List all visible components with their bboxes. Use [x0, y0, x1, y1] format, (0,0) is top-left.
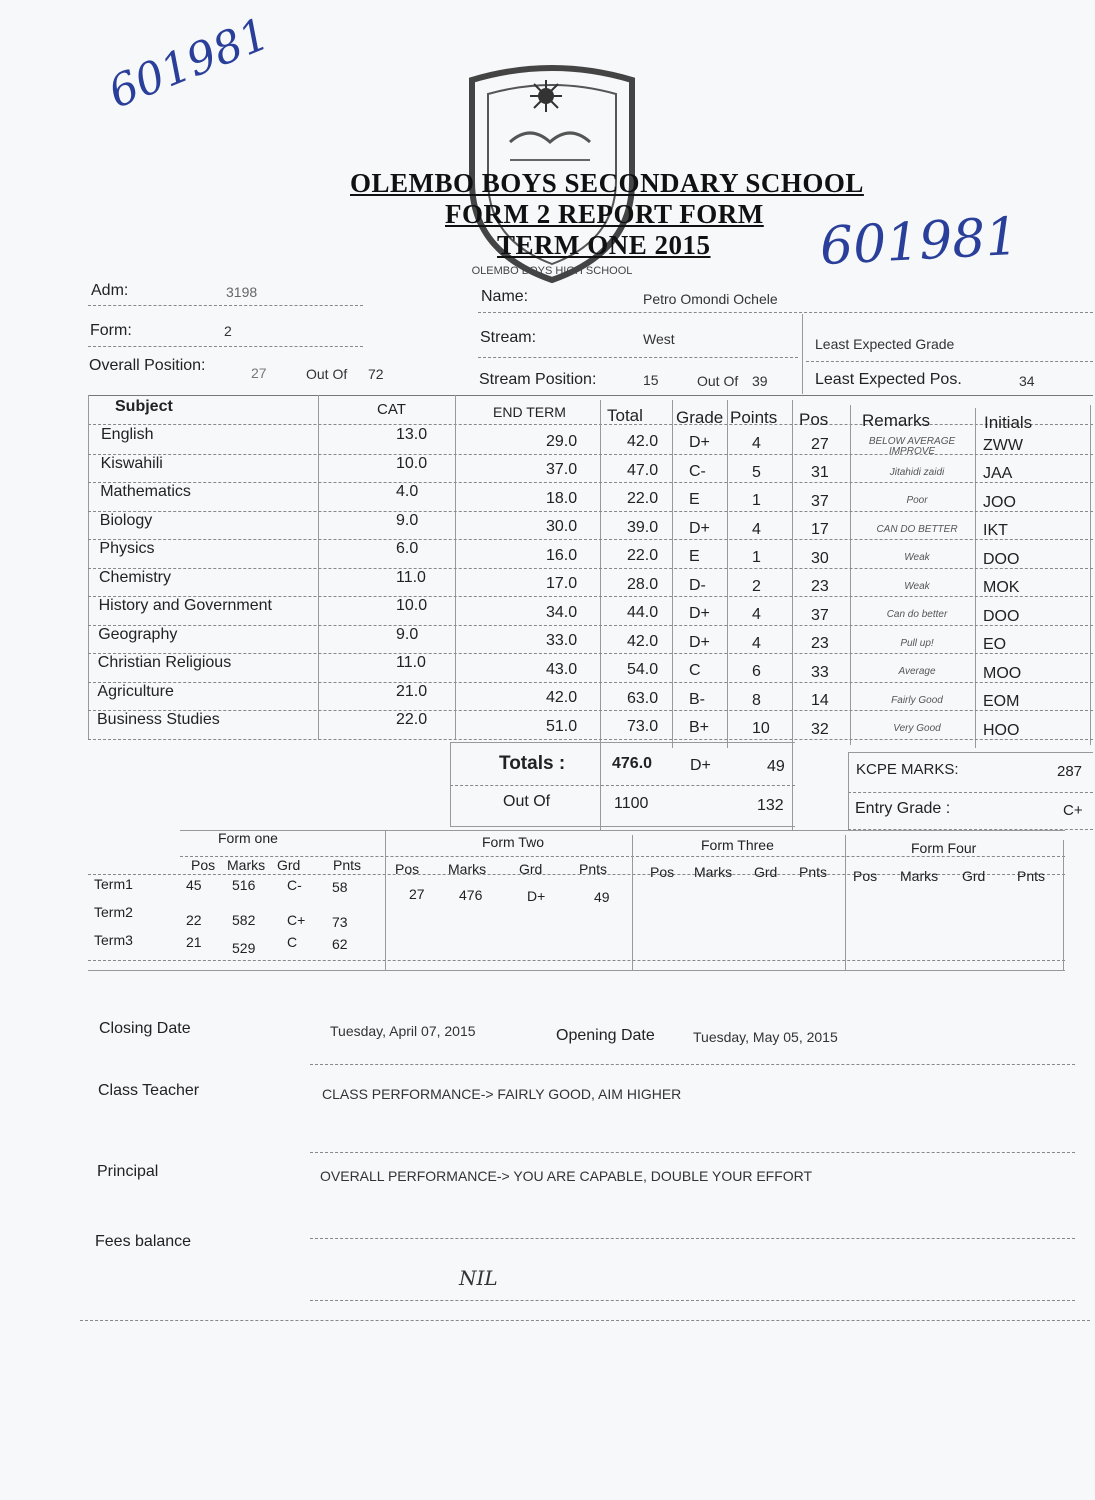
grade: D+ — [689, 519, 710, 537]
remarks: Weak — [904, 580, 930, 592]
form-one-col-grd: Grd — [277, 857, 301, 873]
form-three-col-pos: Pos — [650, 864, 675, 880]
teacher-initials: JAA — [983, 465, 1013, 483]
teacher-initials: DOO — [983, 607, 1020, 625]
cat-score: 10.0 — [396, 454, 428, 472]
position: 27 — [811, 435, 829, 453]
header-end-term: END TERM — [493, 404, 566, 420]
term2-label: Term2 — [94, 904, 133, 920]
form-two-col-pos: Pos — [395, 861, 420, 877]
subject-name: Geography — [98, 625, 178, 643]
form-one-pos: 45 — [186, 877, 202, 893]
points: 4 — [752, 520, 761, 538]
end-term-score: 51.0 — [546, 717, 578, 735]
totals-label: Totals : — [499, 753, 566, 774]
form-one-pnts: 62 — [332, 936, 348, 952]
total-score: 63.0 — [627, 689, 659, 707]
cat-score: 6.0 — [396, 540, 419, 557]
subject-name: Business Studies — [97, 711, 220, 728]
remarks: BELOW AVERAGE IMPROVE — [868, 436, 956, 457]
points: 2 — [752, 577, 761, 595]
end-term-score: 33.0 — [546, 632, 578, 650]
subject-name: Chemistry — [99, 568, 172, 586]
cat-score: 9.0 — [396, 625, 419, 643]
subject-name: English — [101, 426, 154, 443]
end-term-score: 42.0 — [546, 689, 578, 707]
cat-score: 10.0 — [396, 597, 428, 614]
header-total: Total — [607, 406, 643, 425]
points: 8 — [752, 691, 761, 709]
points: 10 — [752, 720, 770, 737]
handwritten-ref-right: 601981 — [818, 206, 1020, 278]
subject-name: History and Government — [98, 597, 272, 614]
position: 37 — [811, 492, 829, 510]
totals-marks: 476.0 — [612, 755, 653, 772]
subject-name: Biology — [99, 511, 153, 529]
grade: B+ — [689, 719, 710, 737]
form-one-grd: C — [287, 934, 298, 950]
position: 23 — [811, 635, 829, 653]
teacher-initials: ZWW — [983, 436, 1023, 454]
overall-out-of-label: Out Of — [306, 366, 348, 382]
teacher-initials: EO — [983, 636, 1007, 654]
header-grade: Grade — [676, 408, 724, 427]
least-expected-pos-value: 34 — [1019, 373, 1035, 389]
form-one-col-pnts: Pnts — [333, 857, 362, 873]
points: 5 — [752, 463, 761, 481]
form-one-marks: 529 — [232, 940, 256, 956]
total-score: 47.0 — [627, 461, 659, 479]
grade: D- — [689, 576, 706, 594]
form-label: Form: — [90, 322, 132, 339]
cat-score: 21.0 — [396, 682, 428, 700]
end-term-score: 16.0 — [546, 546, 578, 564]
form-value: 2 — [224, 323, 232, 339]
form-one-grd: C- — [287, 877, 302, 893]
out-of-marks: 1100 — [614, 795, 649, 812]
position: 17 — [811, 521, 829, 539]
form-three-col-grd: Grd — [754, 864, 778, 880]
name-label: Name: — [481, 288, 529, 305]
total-score: 28.0 — [627, 575, 659, 593]
total-score: 42.0 — [627, 433, 659, 451]
overall-position-value: 27 — [251, 365, 267, 381]
cat-score: 11.0 — [396, 654, 426, 671]
cat-score: 9.0 — [396, 511, 419, 529]
school-name-title: OLEMBO BOYS SECONDARY SCHOOL — [350, 168, 864, 198]
subject-name: Mathematics — [100, 483, 191, 500]
form-one-marks: 582 — [232, 912, 256, 928]
form-two-col-marks: Marks — [448, 861, 487, 877]
out-of-label: Out Of — [503, 793, 551, 810]
points: 1 — [752, 492, 761, 509]
end-term-score: 18.0 — [546, 489, 578, 507]
form-four-col-marks: Marks — [900, 868, 939, 884]
overall-out-of-value: 72 — [368, 366, 384, 382]
remarks: Average — [898, 666, 936, 677]
points: 4 — [752, 634, 761, 652]
crest-motto-text: OLEMBO BOYS HIGH SCHOOL — [471, 265, 633, 277]
end-term-score: 43.0 — [546, 660, 578, 678]
stream-out-of-label: Out Of — [697, 373, 739, 389]
subject-name: Physics — [99, 540, 155, 557]
name-value: Petro Omondi Ochele — [643, 291, 778, 307]
closing-date-label: Closing Date — [99, 1020, 191, 1037]
form-one-pos: 22 — [186, 912, 202, 928]
kcpe-label: KCPE MARKS: — [856, 761, 959, 778]
form-two-col-pnts: Pnts — [579, 861, 608, 877]
form-one-marks: 516 — [232, 877, 256, 893]
teacher-initials: MOK — [983, 579, 1020, 597]
total-score: 22.0 — [627, 547, 659, 565]
remarks: CAN DO BETTER — [876, 523, 958, 535]
form-two-header: Form Two — [482, 834, 544, 850]
out-of-points: 132 — [757, 797, 784, 814]
form-four-col-pos: Pos — [853, 868, 878, 884]
form-one-col-marks: Marks — [227, 857, 266, 873]
points: 1 — [752, 549, 761, 566]
entry-grade-label: Entry Grade : — [855, 800, 951, 817]
least-expected-pos-label: Least Expected Pos. — [815, 371, 962, 388]
term-title: TERM ONE 2015 — [497, 230, 711, 260]
form-two-pos: 27 — [409, 886, 425, 902]
form-two-grd: D+ — [527, 888, 546, 904]
form-one-grd: C+ — [287, 912, 306, 928]
grade: B- — [689, 690, 705, 708]
total-score: 42.0 — [627, 632, 659, 650]
teacher-initials: MOO — [983, 664, 1022, 682]
form-two-pnts: 49 — [594, 889, 610, 905]
teacher-initials: IKT — [983, 522, 1008, 540]
header-cat: CAT — [377, 401, 406, 418]
form-three-col-pnts: Pnts — [799, 864, 828, 880]
end-term-score: 30.0 — [546, 518, 578, 536]
points: 6 — [752, 663, 761, 680]
position: 32 — [811, 720, 829, 738]
form-four-col-grd: Grd — [962, 868, 986, 884]
header-remarks: Remarks — [862, 411, 931, 430]
form-three-col-marks: Marks — [694, 864, 733, 880]
remarks: Poor — [906, 495, 928, 506]
principal-comment: OVERALL PERFORMANCE-> YOU ARE CAPABLE, DOUBLE YOUR EFFORT — [320, 1168, 813, 1184]
remarks: Weak — [904, 552, 930, 563]
stream-out-of-value: 39 — [752, 373, 768, 389]
handwritten-ref-top: 601981 — [101, 8, 277, 119]
header-pos: Pos — [799, 410, 829, 429]
totals-points: 49 — [767, 758, 785, 775]
header-subject: Subject — [115, 398, 173, 415]
form-report-title: FORM 2 REPORT FORM — [445, 199, 764, 229]
entry-grade-value: C+ — [1063, 802, 1083, 819]
grade: D+ — [689, 633, 710, 651]
adm-label: Adm: — [91, 282, 129, 299]
form-one-header: Form one — [218, 830, 278, 846]
form-two-col-grd: Grd — [519, 861, 543, 877]
position: 37 — [811, 606, 829, 624]
position: 14 — [811, 692, 829, 710]
cat-score: 11.0 — [396, 568, 426, 586]
term3-label: Term3 — [94, 932, 133, 948]
total-score: 73.0 — [627, 718, 659, 736]
total-score: 44.0 — [627, 604, 659, 622]
form-one-col-pos: Pos — [191, 857, 216, 873]
class-teacher-label: Class Teacher — [98, 1082, 200, 1099]
end-term-score: 34.0 — [546, 603, 578, 621]
end-term-score: 17.0 — [546, 575, 578, 593]
form-one-pnts: 58 — [332, 879, 348, 895]
cat-score: 22.0 — [396, 711, 428, 728]
stream-position-value: 15 — [643, 372, 659, 388]
stream-position-label: Stream Position: — [479, 371, 597, 388]
stream-label: Stream: — [480, 329, 537, 346]
points: 4 — [752, 606, 761, 623]
opening-date-label: Opening Date — [556, 1027, 655, 1044]
grade: C — [689, 662, 701, 680]
position: 23 — [811, 578, 829, 596]
grade: E — [689, 491, 700, 509]
adm-value: 3198 — [226, 284, 258, 300]
closing-date-value: Tuesday, April 07, 2015 — [330, 1023, 476, 1039]
grade: E — [689, 548, 700, 566]
end-term-score: 29.0 — [546, 432, 578, 450]
cat-score: 4.0 — [396, 483, 419, 500]
teacher-initials: EOM — [983, 693, 1020, 711]
stream-value: West — [643, 331, 675, 347]
least-expected-grade-label: Least Expected Grade — [815, 336, 955, 352]
class-teacher-comment: CLASS PERFORMANCE-> FAIRLY GOOD, AIM HIGHER — [322, 1086, 682, 1102]
teacher-initials: DOO — [983, 550, 1020, 568]
term1-label: Term1 — [94, 876, 133, 892]
grade: D+ — [689, 605, 710, 623]
opening-date-value: Tuesday, May 05, 2015 — [693, 1029, 838, 1045]
remarks: Can do better — [886, 609, 948, 620]
subject-name: Kiswahili — [100, 454, 163, 472]
total-score: 22.0 — [627, 490, 659, 508]
form-four-col-pnts: Pnts — [1017, 868, 1046, 884]
form-one-pnts: 73 — [332, 914, 348, 930]
remarks: Very Good — [893, 723, 941, 734]
position: 30 — [811, 549, 829, 567]
position: 31 — [811, 464, 829, 482]
teacher-initials: HOO — [983, 721, 1020, 739]
teacher-initials: JOO — [983, 493, 1016, 511]
totals-grade: D+ — [690, 757, 711, 774]
total-score: 54.0 — [627, 661, 659, 679]
remarks: Fairly Good — [891, 694, 943, 706]
remarks: Jitahidi zaidi — [889, 466, 945, 478]
fees-balance-label: Fees balance — [95, 1233, 192, 1250]
form-three-header: Form Three — [701, 837, 774, 853]
cat-score: 13.0 — [396, 426, 428, 443]
remarks: Pull up! — [900, 637, 934, 649]
position: 33 — [811, 663, 829, 681]
grade: D+ — [689, 434, 710, 452]
points: 4 — [752, 435, 761, 452]
header-initials: Initials — [984, 413, 1033, 432]
kcpe-value: 287 — [1057, 763, 1083, 780]
end-term-score: 37.0 — [546, 461, 578, 479]
total-score: 39.0 — [627, 518, 659, 536]
grade: C- — [689, 462, 706, 480]
form-one-pos: 21 — [186, 934, 202, 950]
overall-position-label: Overall Position: — [89, 357, 206, 374]
principal-label: Principal — [97, 1163, 159, 1180]
subject-name: Christian Religious — [97, 654, 232, 671]
form-two-marks: 476 — [459, 887, 483, 903]
form-four-header: Form Four — [911, 840, 977, 856]
header-points: Points — [730, 408, 778, 427]
fees-balance-value: NIL — [459, 1266, 498, 1290]
subject-name: Agriculture — [97, 682, 174, 700]
